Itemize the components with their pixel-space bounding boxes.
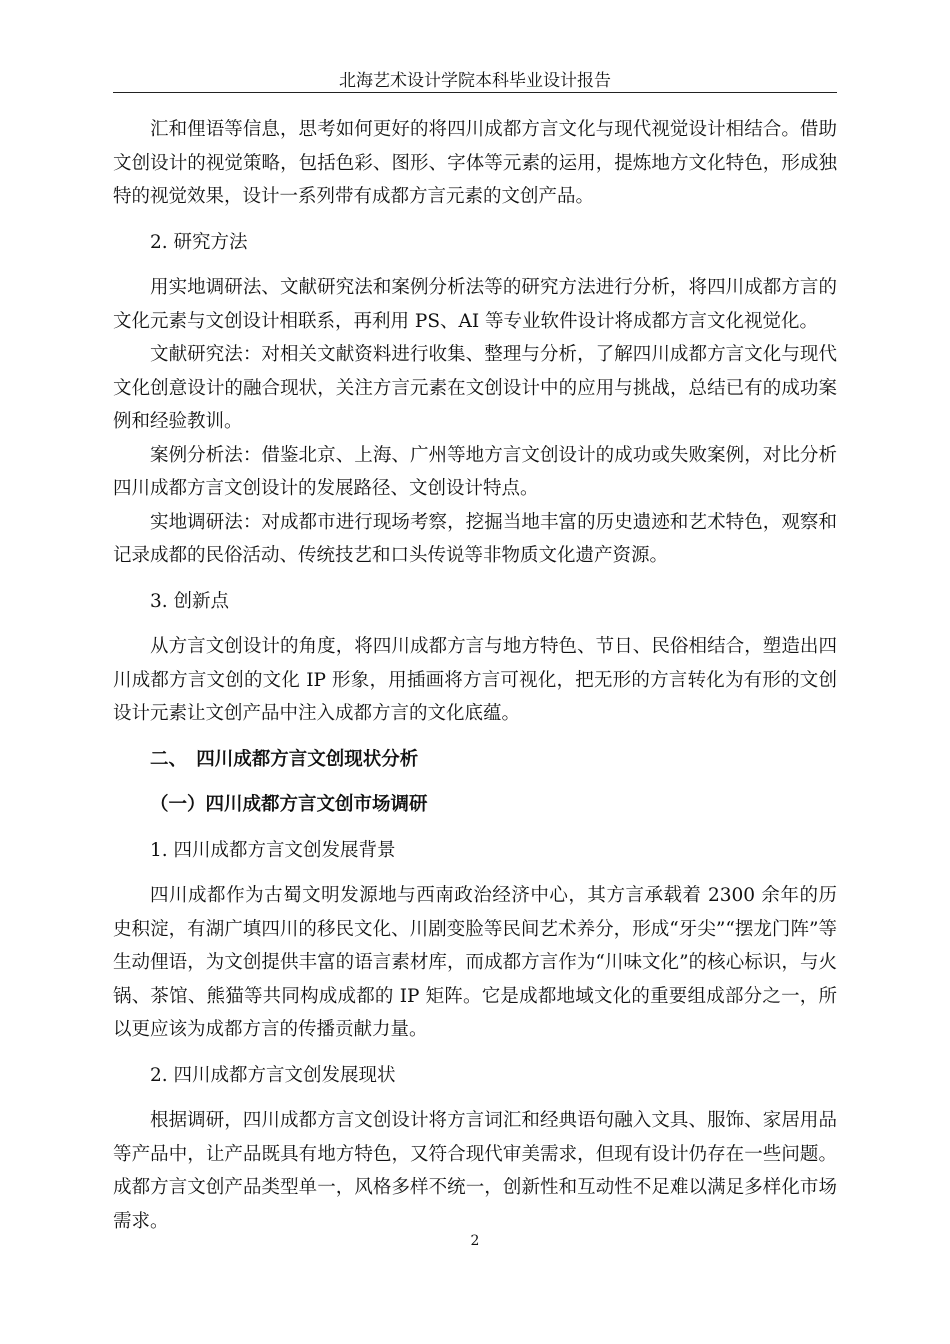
paragraph-case-analysis: 案例分析法：借鉴北京、上海、广州等地方言文创设计的成功或失败案例，对比分析四川成都方言文创设计的发展路径、文创设计特点。 (113, 444, 837, 499)
header-divider (113, 92, 837, 93)
heading-innovation: 3. 创新点 (150, 590, 230, 612)
heading-development-background: 1. 四川成都方言文创发展背景 (150, 839, 396, 861)
heading-development-status: 2. 四川成都方言文创发展现状 (150, 1064, 396, 1086)
paragraph-literature-research: 文献研究法：对相关文献资料进行收集、整理与分析，了解四川成都方言文化与现代文化创意设计的融合现状，关注方言元素在文创设计中的应用与挑战，总结已有的成功案例和经验教训。 (113, 344, 837, 432)
paragraph-development-status: 根据调研，四川成都方言文创设计将方言词汇和经典语句融入文具、服饰、家居用品等产品中，让产品既具有地方特色，又符合现代审美需求，但现有设计仍存在一些问题。成都方言文创产品类型单一，风格多样不统一，创新性和互动性不足难以满足多样化市场需求。 (113, 1110, 837, 1232)
heading-research-method: 2. 研究方法 (150, 231, 248, 253)
paragraph-intro-continued: 汇和俚语等信息，思考如何更好的将四川成都方言文化与现代视觉设计相结合。借助文创设计的视觉策略，包括色彩、图形、字体等元素的运用，提炼地方文化特色，形成独特的视觉效果，设计一系列带有成都方言元素的文创产品。 (113, 119, 837, 207)
heading-section-2: 二、 四川成都方言文创现状分析 (150, 748, 419, 770)
paragraph-field-research: 实地调研法：对成都市进行现场考察，挖掘当地丰富的历史遗迹和艺术特色，观察和记录成都的民俗活动、传统技艺和口头传说等非物质文化遗产资源。 (113, 511, 837, 566)
document-body (113, 113, 837, 1238)
page-number: 2 (470, 1233, 480, 1249)
paragraph-development-background: 四川成都作为古蜀文明发源地与西南政治经济中心，其方言承载着 2300 余年的历史积淀，有湖广填四川的移民文化、川剧变脸等民间艺术养分，形成“牙尖”“摆龙门阵”等生动俚语，为文创提供丰富的语言素材库，而成都方言作为“川味文化”的核心标识，与火锅、茶馆、熊猫等共同构成成都的 IP 矩阵。它是成都地域文化的重要组成部分之一，所以更应该为成都方言的传播贡献力量。 (113, 885, 837, 1040)
paragraph-research-method: 用实地调研法、文献研究法和案例分析法等的研究方法进行分析，将四川成都方言的文化元素与文创设计相联系，再利用 PS、AI 等专业软件设计将成都方言文化视觉化。 (113, 277, 837, 332)
heading-subsection-1: （一）四川成都方言文创市场调研 (150, 794, 428, 815)
page-header: 北海艺术设计学院本科毕业设计报告 (339, 71, 611, 91)
paragraph-innovation: 从方言文创设计的角度，将四川成都方言与地方特色、节日、民俗相结合，塑造出四川成都方言文创的文化 IP 形象，用插画将方言可视化，把无形的方言转化为有形的文创设计元素让文创产品中注入成都方言的文化底蕴。 (113, 636, 837, 724)
